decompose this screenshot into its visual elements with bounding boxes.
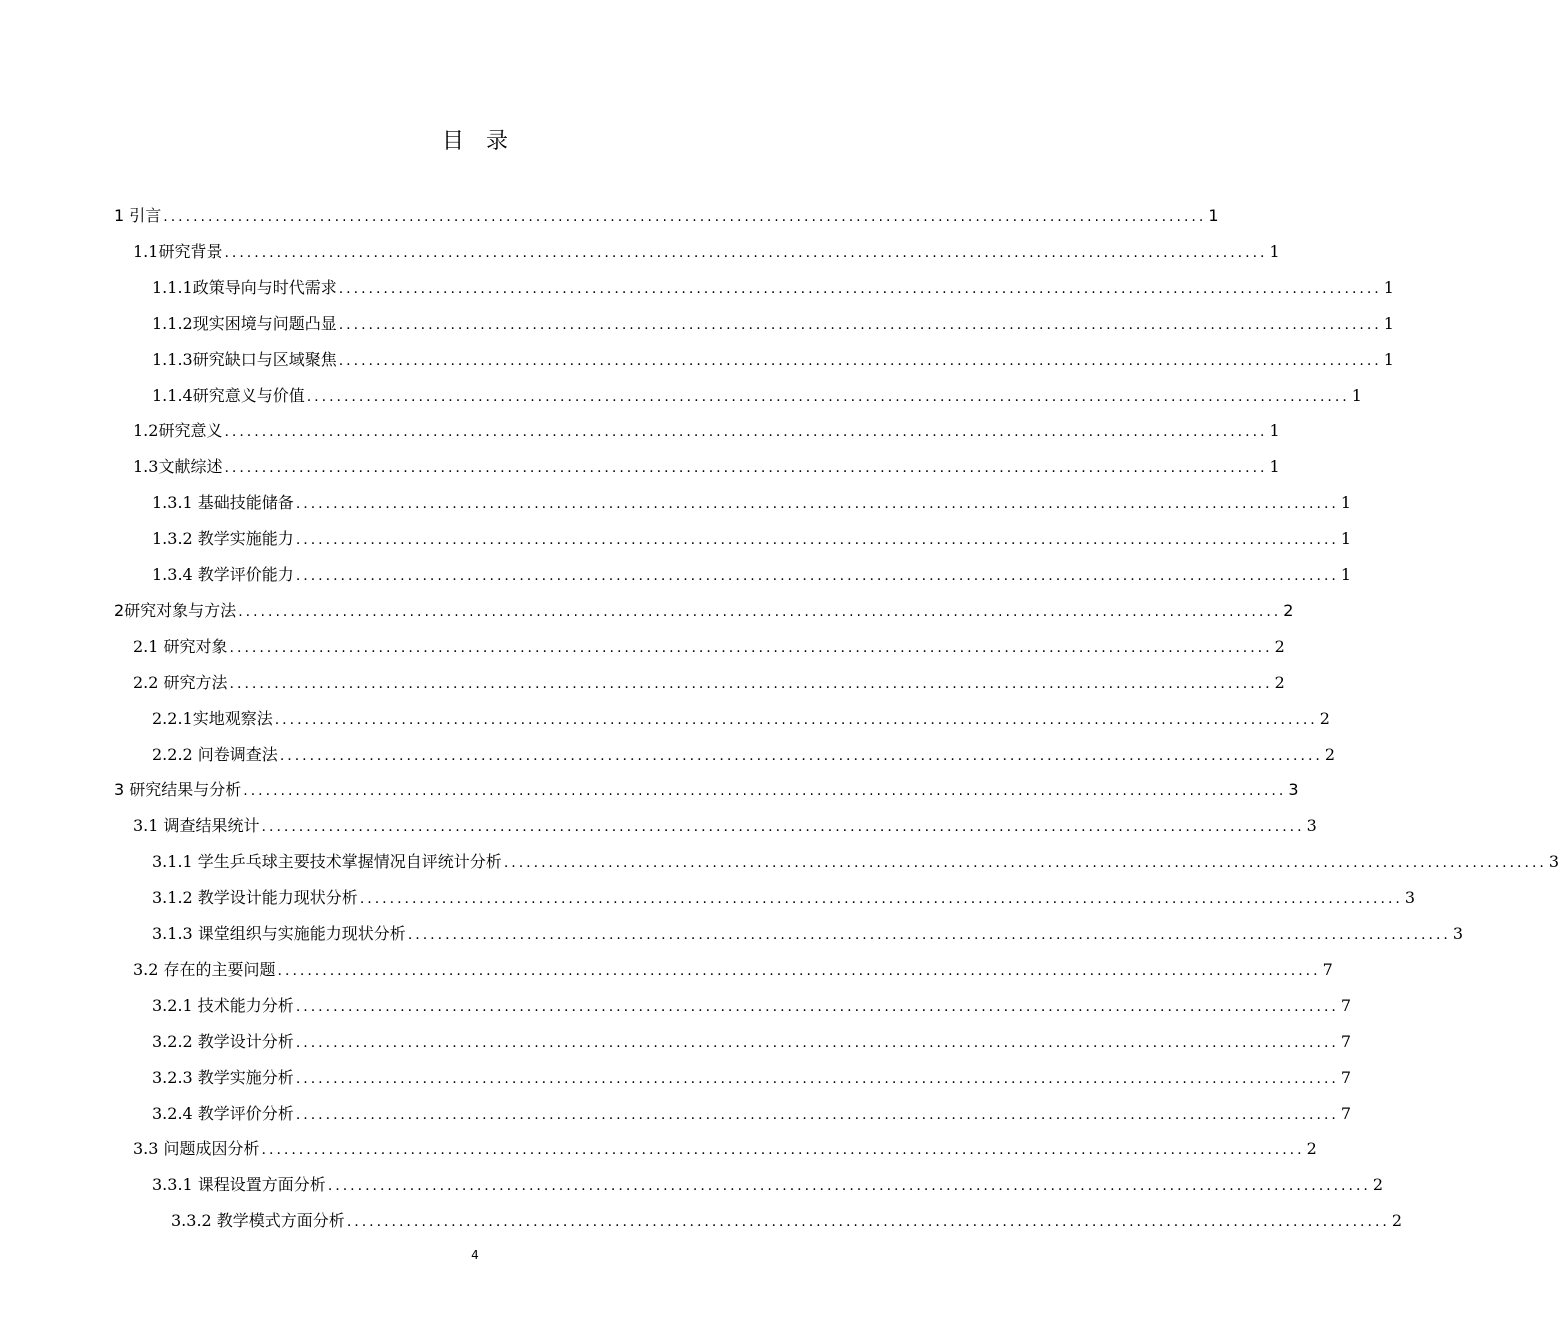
toc-leader-dots: ............................................................................................................................................ <box>295 532 1339 549</box>
toc-entry-page: 2 <box>1306 1139 1317 1159</box>
toc-entry-title: 3.3.2 教学模式方面分析 <box>171 1211 345 1231</box>
page-number: 4 <box>471 1248 479 1262</box>
toc-entry-title: 1 引言 <box>114 206 162 225</box>
toc-entry-title: 3.1.2 教学设计能力现状分析 <box>152 888 358 908</box>
toc-entry-title: 3.2 存在的主要问题 <box>133 959 276 979</box>
toc-entry[interactable] <box>152 564 1352 586</box>
toc-entry[interactable] <box>133 815 1317 837</box>
toc-entry[interactable] <box>152 277 1394 299</box>
toc-entry-page: 1 <box>1351 385 1362 405</box>
toc-entry-page: 3 <box>1306 816 1317 836</box>
toc-entry[interactable] <box>133 636 1285 658</box>
toc-entry[interactable] <box>152 349 1394 371</box>
toc-entry[interactable] <box>114 600 1294 622</box>
toc-entry[interactable] <box>114 779 1299 801</box>
toc-entry[interactable] <box>171 1210 1403 1232</box>
toc-leader-dots: ............................................................................................................................................ <box>274 711 1318 728</box>
toc-leader-dots: ............................................................................................................................................ <box>338 352 1382 369</box>
page-title: 目录 <box>441 129 530 154</box>
toc-entry-title: 3.1 调查结果统计 <box>133 816 260 836</box>
toc-entry-page: 7 <box>1340 1067 1352 1087</box>
toc-entry-title: 3.3.1 课程设置方面分析 <box>152 1175 326 1195</box>
toc-entry[interactable] <box>152 851 1559 873</box>
toc-entry-title: 3.1.1 学生乒乓球主要技术掌握情况自评统计分析 <box>152 852 502 872</box>
toc-leader-dots: ............................................................................................................................................ <box>338 316 1382 333</box>
toc-entry-page: 2 <box>1319 708 1330 728</box>
toc-entry-page: 1 <box>1269 457 1280 477</box>
toc-leader-dots: ............................................................................................................................................ <box>359 891 1403 908</box>
toc-entry-title: 1.1研究背景 <box>133 241 223 261</box>
toc-entry[interactable] <box>152 1067 1352 1089</box>
toc-leader-dots: ............................................................................................................................................ <box>243 783 1287 800</box>
toc-entry-title: 2.2.2 问卷调查法 <box>152 744 278 764</box>
toc-entry[interactable] <box>152 708 1330 730</box>
toc-entry-page: 2 <box>1391 1211 1403 1231</box>
toc-entry-page: 1 <box>1208 206 1219 225</box>
toc-entry-page: 1 <box>1383 349 1394 369</box>
toc-leader-dots: ............................................................................................................................................ <box>327 1178 1371 1195</box>
toc-entry-page: 1 <box>1340 529 1352 549</box>
toc-entry-title: 3.3 问题成因分析 <box>133 1139 260 1159</box>
toc-leader-dots: ............................................................................................................................................ <box>224 424 1268 441</box>
toc-entry-title: 1.1.1政策导向与时代需求 <box>152 277 337 297</box>
toc-entry[interactable] <box>152 1174 1384 1196</box>
toc-entry-page: 7 <box>1340 1031 1352 1051</box>
toc-entry-title: 1.3.4 教学评价能力 <box>152 565 294 584</box>
toc-entry-title: 1.1.4研究意义与价值 <box>152 385 305 405</box>
toc-entry-page: 2 <box>1372 1175 1384 1195</box>
toc-entry[interactable] <box>152 1031 1352 1053</box>
toc-leader-dots: ............................................................................................................................................ <box>295 1034 1339 1051</box>
toc-entry-page: 2 <box>1324 744 1336 764</box>
toc-entry-page: 1 <box>1269 421 1280 441</box>
toc-entry-page: 7 <box>1322 959 1333 979</box>
toc-leader-dots: ............................................................................................................................................ <box>295 998 1339 1015</box>
toc-entry-title: 2.2.1实地观察法 <box>152 708 273 728</box>
toc-leader-dots: ............................................................................................................................................ <box>503 855 1547 872</box>
toc-leader-dots: ............................................................................................................................................ <box>229 675 1273 692</box>
toc-entry-page: 7 <box>1340 995 1352 1015</box>
toc-entry-title: 1.2研究意义 <box>133 421 223 441</box>
toc-entry[interactable] <box>152 492 1352 514</box>
toc-entry-page: 1 <box>1269 241 1280 261</box>
toc-leader-dots: ............................................................................................................................................ <box>346 1214 1390 1231</box>
toc-entry-title: 1.3.2 教学实施能力 <box>152 529 294 549</box>
toc-entry[interactable] <box>133 241 1280 263</box>
toc-entry-page: 2 <box>1283 600 1294 620</box>
toc-entry-page: 3 <box>1404 888 1416 908</box>
toc-entry-title: 2.2 研究方法 <box>133 672 228 692</box>
toc-entry-page: 3 <box>1288 780 1299 800</box>
toc-entry-title: 3.2.3 教学实施分析 <box>152 1067 294 1087</box>
toc-entry[interactable] <box>133 959 1333 981</box>
toc-leader-dots: ............................................................................................................................................ <box>338 280 1382 297</box>
toc-entry[interactable] <box>152 528 1352 550</box>
toc-entry[interactable] <box>152 923 1464 945</box>
toc-entry-page: 1 <box>1340 565 1352 584</box>
toc-entry[interactable] <box>152 313 1394 335</box>
toc-entry-page: 1 <box>1383 313 1394 333</box>
toc-entry-title: 2研究对象与方法 <box>114 600 237 620</box>
toc-entry-page: 2 <box>1274 636 1285 656</box>
toc-entry[interactable] <box>133 456 1280 478</box>
toc-entry-page: 3 <box>1548 852 1559 872</box>
toc-entry-title: 3.2.2 教学设计分析 <box>152 1031 294 1051</box>
toc-leader-dots: ............................................................................................................................................ <box>407 927 1451 943</box>
toc-leader-dots: ............................................................................................................................................ <box>261 819 1305 836</box>
toc-leader-dots: ............................................................................................................................................ <box>306 388 1350 405</box>
toc-leader-dots: ............................................................................................................................................ <box>295 1106 1339 1123</box>
toc-entry[interactable] <box>133 420 1280 442</box>
toc-leader-dots: ............................................................................................................................................ <box>295 496 1339 513</box>
toc-leader-dots: ............................................................................................................................................ <box>238 603 1282 620</box>
toc-leader-dots: ............................................................................................................................................ <box>261 1142 1305 1159</box>
toc-entry[interactable] <box>152 385 1362 407</box>
toc-entry[interactable] <box>133 1138 1317 1160</box>
toc-leader-dots: ............................................................................................................................................ <box>295 1070 1339 1087</box>
toc-entry-title: 1.1.2现实困境与问题凸显 <box>152 313 337 333</box>
toc-leader-dots: ............................................................................................................................................ <box>163 209 1207 225</box>
toc-leader-dots: ............................................................................................................................................ <box>279 747 1323 764</box>
toc-entry-page: 2 <box>1274 672 1285 692</box>
toc-leader-dots: ............................................................................................................................................ <box>295 568 1339 584</box>
toc-entry-title: 2.1 研究对象 <box>133 636 228 656</box>
toc-leader-dots: ............................................................................................................................................ <box>277 962 1321 979</box>
toc-entry-title: 3.2.4 教学评价分析 <box>152 1103 294 1123</box>
toc-entry-page: 3 <box>1452 924 1464 943</box>
toc-entry-page: 1 <box>1340 493 1352 513</box>
toc-entry[interactable] <box>114 205 1219 227</box>
toc-entry-title: 1.3文献综述 <box>133 457 223 477</box>
toc-entry-title: 3.2.1 技术能力分析 <box>152 995 294 1015</box>
toc-entry-title: 1.3.1 基础技能储备 <box>152 493 294 513</box>
toc-entry-title: 3.1.3 课堂组织与实施能力现状分析 <box>152 924 406 943</box>
toc-entry-page: 7 <box>1340 1103 1352 1123</box>
toc-entry-page: 1 <box>1383 277 1394 297</box>
toc-entry-title: 3 研究结果与分析 <box>114 780 242 800</box>
toc-entry[interactable] <box>133 672 1285 694</box>
toc-leader-dots: ............................................................................................................................................ <box>224 244 1268 261</box>
toc-entry[interactable] <box>152 887 1416 909</box>
toc-entry-title: 1.1.3研究缺口与区域聚焦 <box>152 349 337 369</box>
toc-entry[interactable] <box>152 995 1352 1017</box>
toc-entry[interactable] <box>152 1103 1352 1125</box>
toc-leader-dots: ............................................................................................................................................ <box>224 460 1268 477</box>
toc-leader-dots: ............................................................................................................................................ <box>229 639 1273 656</box>
toc-entry[interactable] <box>152 744 1336 766</box>
